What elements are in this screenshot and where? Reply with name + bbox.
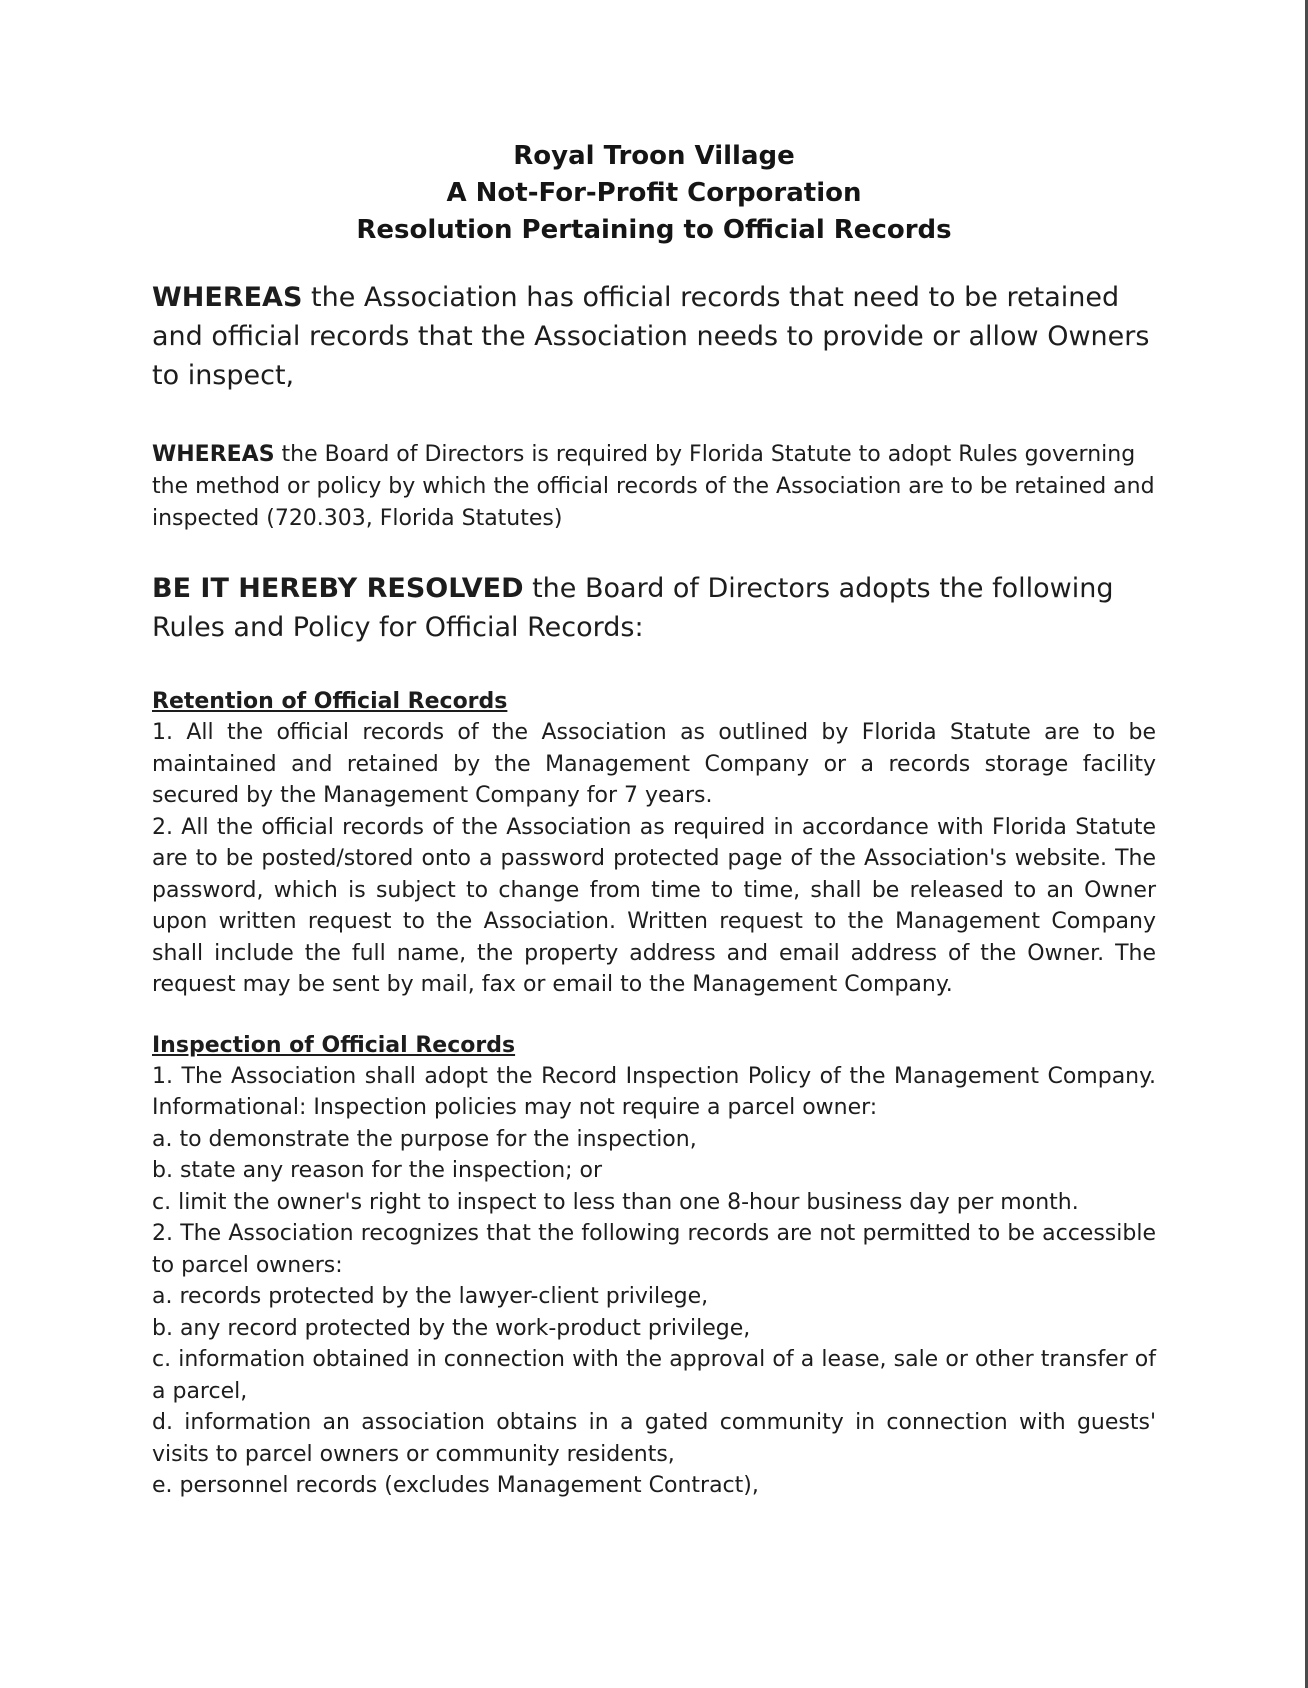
inspection-line: c. information obtained in connection with the approval of a lease, sale or other transfer of a parcel, xyxy=(152,1347,1156,1404)
retention-section xyxy=(152,687,1156,1001)
header-organization-name: Royal Troon Village xyxy=(513,141,795,171)
document-body xyxy=(152,278,1156,1532)
inspection-section xyxy=(152,1031,1156,1502)
retention-heading: Retention of Official Records xyxy=(152,689,508,714)
whereas-paragraph-1 xyxy=(152,278,1156,395)
paragraph-lead: WHEREAS xyxy=(152,282,303,313)
inspection-line: b. state any reason for the inspection; or xyxy=(152,1158,603,1183)
inspection-line: b. any record protected by the work-product privilege, xyxy=(152,1315,751,1341)
inspection-line: 1. The Association shall adopt the Record Inspection Policy of the Management Company. Informational: Inspection policies may not require a parcel owner: xyxy=(152,1063,1156,1120)
document-header xyxy=(150,138,1158,249)
header-resolution-title: Resolution Pertaining to Official Records xyxy=(356,215,952,245)
whereas-paragraph-2 xyxy=(152,439,1156,535)
paragraph-text: the Association has official records that need to be retained and official records that the Association needs to provide or allow Owners to inspect, xyxy=(152,282,1150,391)
inspection-line: d. information an association obtains in a gated community in connection with guests' visits to parcel owners or community residents, xyxy=(152,1410,1156,1467)
inspection-line: 2. The Association recognizes that the following records are not permitted to be accessible to parcel owners: xyxy=(152,1221,1156,1278)
inspection-line: c. limit the owner's right to inspect to less than one 8-hour business day per month. xyxy=(152,1189,1079,1215)
retention-item-1: 1. All the official records of the Association as outlined by Florida Statute are to be maintained and retained by the Management Company or a records storage facility secured by the Management Company for 7 years. xyxy=(152,720,1156,808)
inspection-line: a. to demonstrate the purpose for the inspection, xyxy=(152,1126,697,1152)
paragraph-lead: WHEREAS xyxy=(152,442,275,467)
paragraph-lead: BE IT HEREBY RESOLVED xyxy=(152,573,524,604)
resolved-paragraph xyxy=(152,569,1156,647)
retention-item-2: 2. All the official records of the Association as required in accordance with Florida Statute are to be posted/stored onto a password protected page of the Association's website. The password, which is subject to change from time to time, shall be released to an Owner upon written request to the Association. Written request to the Management Company shall include the full name, the property address and email address of the Owner. The request may be sent by mail, fax or email to the Management Company. xyxy=(152,814,1156,997)
paragraph-text: the Board of Directors adopts the following Rules and Policy for Official Records: xyxy=(152,573,1114,643)
paragraph-text: the Board of Directors is required by Florida Statute to adopt Rules governing the method or policy by which the official records of the Association are to be retained and inspected (720.303, Florida Statutes) xyxy=(152,442,1155,531)
inspection-line: e. personnel records (excludes Management Contract), xyxy=(152,1473,759,1498)
inspection-line: a. records protected by the lawyer-client privilege, xyxy=(152,1284,709,1309)
header-corporation-type: A Not-For-Profit Corporation xyxy=(446,178,862,208)
inspection-heading: Inspection of Official Records xyxy=(152,1032,516,1058)
